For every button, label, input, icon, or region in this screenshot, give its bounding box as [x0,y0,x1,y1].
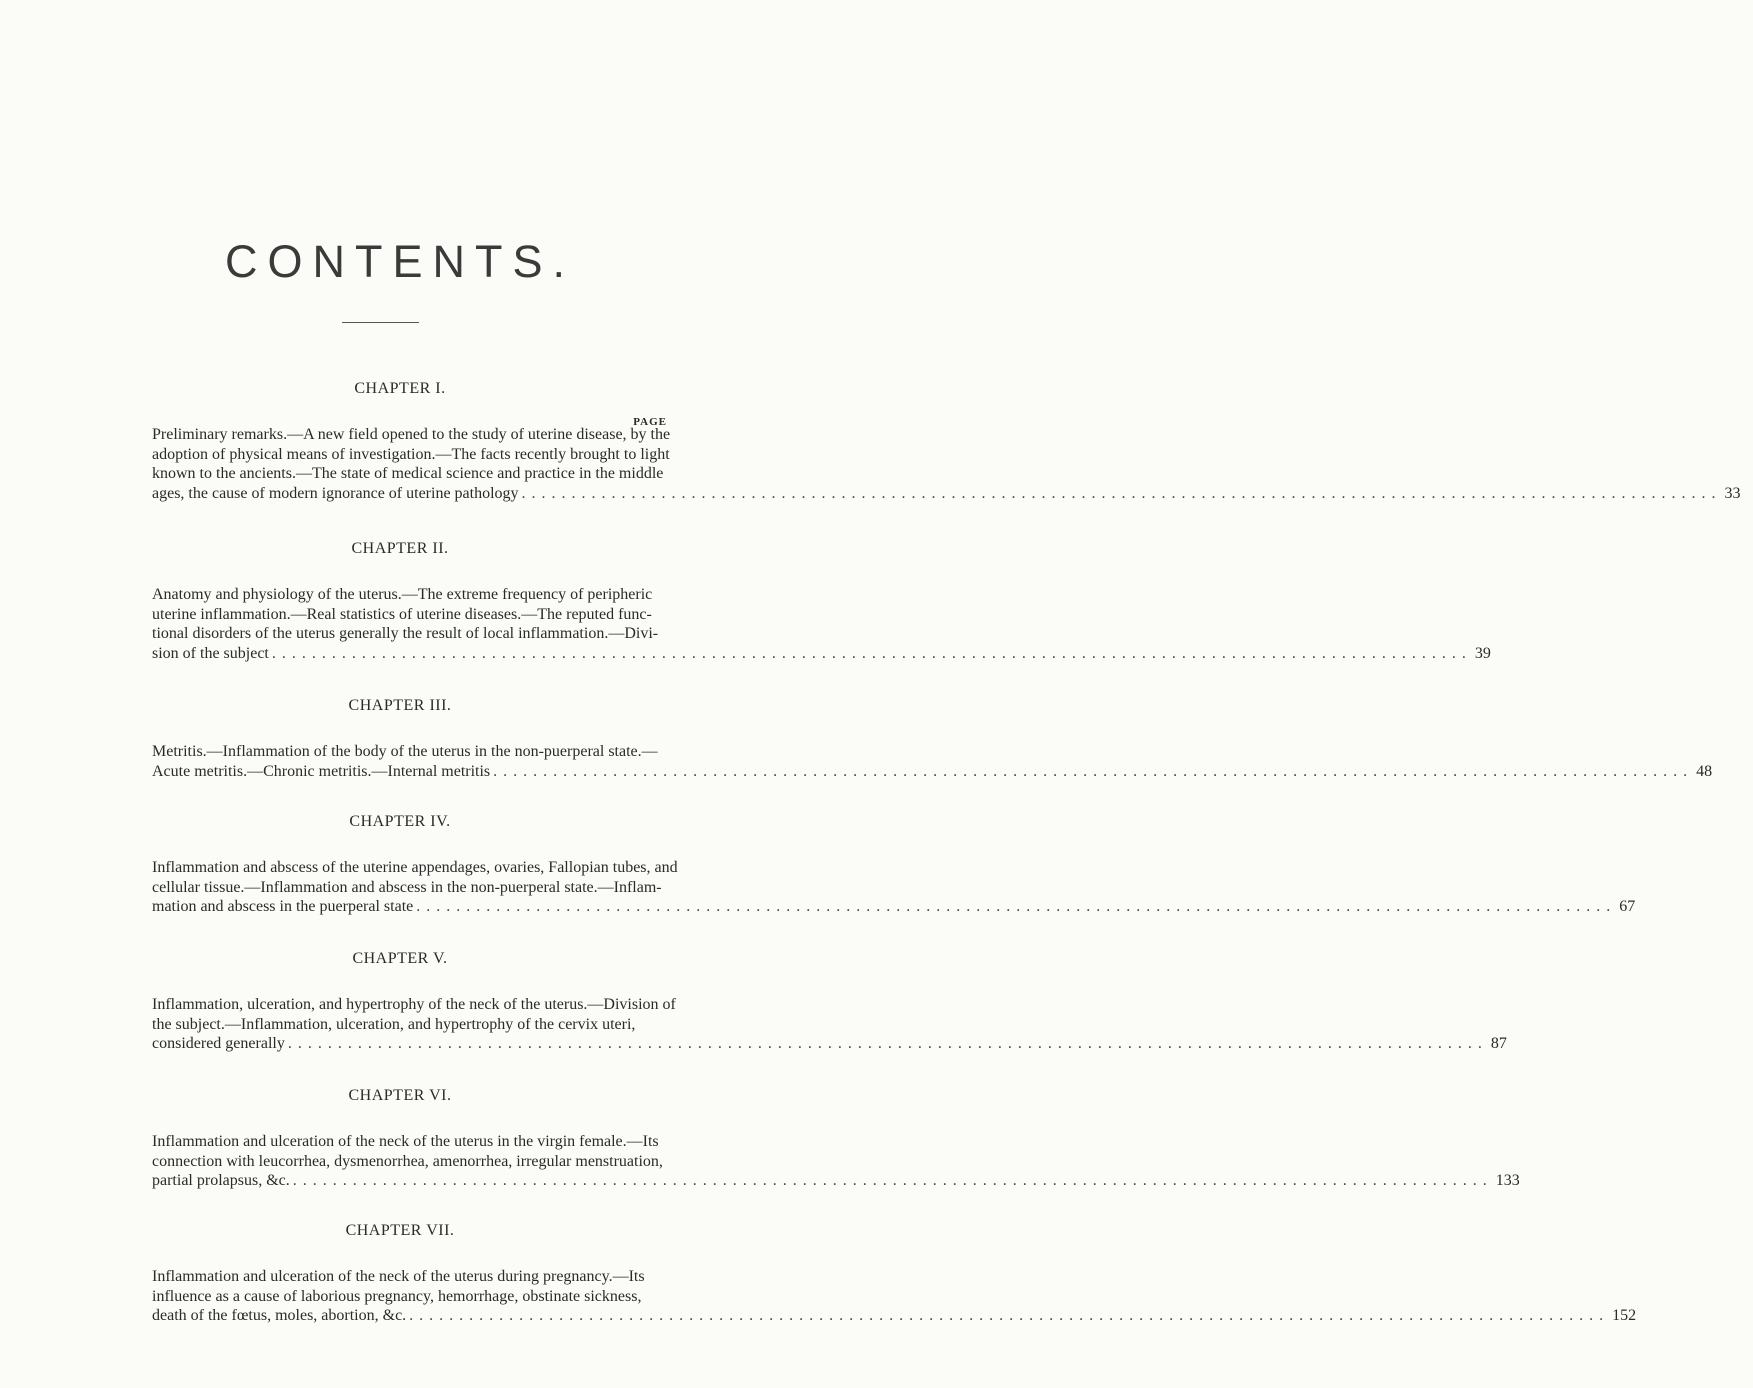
chapter-heading: CHAPTER VII. [345,1222,455,1239]
chapter-heading: CHAPTER III. [348,697,452,714]
toc-entry[interactable] [152,1267,1637,1326]
toc-entry[interactable] [152,995,1507,1054]
entry-line: connection with leucorrhea, dysmenorrhea, amenorrhea, irregular menstruation, [152,1152,663,1170]
dot-leader: ........................................................................................................................ [493,762,1694,780]
entry-line: Anatomy and physiology of the uterus.—The extreme frequency of peripheric [152,586,653,603]
entry-last-line [152,1306,1637,1326]
chapter-heading: CHAPTER IV. [349,813,451,830]
chapter-heading: CHAPTER I. [354,380,446,397]
toc-entry[interactable] [152,858,1636,917]
page-number[interactable]: 133 [1495,1172,1520,1189]
page-number[interactable]: 152 [1612,1307,1637,1324]
entry-line: Metritis.—Inflammation of the body of the uterus in the non-puerperal state.— [152,743,658,760]
toc-entry[interactable] [152,1132,1520,1191]
chapter-heading: CHAPTER II. [351,540,449,557]
entry-last-line [152,1171,1520,1191]
entry-line: Preliminary remarks.—A new field opened to the study of uterine disease, by the [152,426,671,443]
entry-line: uterine inflammation.—Real statistics of uterine diseases.—The reputed func- [152,605,652,623]
entry-line: the subject.—Inflammation, ulceration, and hypertrophy of the cervix uteri, [152,1015,636,1033]
entry-line: Inflammation and ulceration of the neck of the uterus in the virgin female.—Its [152,1133,659,1150]
page-number[interactable]: 48 [1696,762,1713,780]
entry-line: sion of the subject [152,644,269,662]
entry-line: Inflammation, ulceration, and hypertrophy of the neck of the uterus.—Division of [152,996,676,1013]
page-number[interactable]: 87 [1490,1035,1507,1052]
entry-line: death of the fœtus, moles, abortion, &c. [152,1307,407,1324]
dot-leader: ........................................................................................................................ [271,644,1472,662]
entry-line: influence as a cause of laborious pregnancy, hemorrhage, obstinate sickness, [152,1287,642,1305]
toc-entry[interactable] [152,425,1741,503]
entry-line: mation and abscess in the puerperal state [152,898,414,915]
page-number[interactable]: 67 [1619,898,1636,915]
dot-leader: ........................................................................................................................ [416,898,1617,915]
entry-line: partial prolapsus, &c. [152,1172,290,1189]
page-number[interactable]: 33 [1724,484,1741,502]
entry-line: Inflammation and ulceration of the neck of the uterus during pregnancy.—Its [152,1268,645,1285]
page-title: CONTENTS. [224,236,575,287]
entry-last-line [152,484,1741,504]
entry-line: considered generally [152,1035,285,1052]
toc-entry[interactable] [152,742,1713,781]
chapter-heading: CHAPTER VI. [348,1087,452,1104]
entry-line: Inflammation and abscess of the uterine appendages, ovaries, Fallopian tubes, and [152,859,678,876]
dot-leader: ........................................................................................................................ [287,1035,1488,1052]
title-divider [342,322,419,323]
entry-line: ages, the cause of modern ignorance of uterine pathology [152,484,519,502]
dot-leader: ........................................................................................................................ [409,1307,1610,1324]
entry-line: known to the ancients.—The state of medical science and practice in the middle [152,465,664,482]
entry-last-line [152,762,1713,782]
entry-line: adoption of physical means of investigation.—The facts recently brought to light [152,445,670,463]
dot-leader: ........................................................................................................................ [521,484,1722,502]
entry-last-line [152,644,1491,664]
entry-last-line [152,1034,1507,1054]
entry-line: tional disorders of the uterus generally the result of local inflammation.—Divi- [152,625,659,642]
entry-line: Acute metritis.—Chronic metritis.—Internal metritis [152,762,491,780]
page-number[interactable]: 39 [1474,644,1491,662]
page-column-label: PAGE [633,416,667,428]
entry-last-line [152,897,1636,917]
dot-leader: ........................................................................................................................ [292,1172,1493,1189]
toc-entry[interactable] [152,585,1491,663]
entry-line: cellular tissue.—Inflammation and abscess in the non-puerperal state.—Inflam- [152,878,662,896]
chapter-heading: CHAPTER V. [352,950,448,967]
